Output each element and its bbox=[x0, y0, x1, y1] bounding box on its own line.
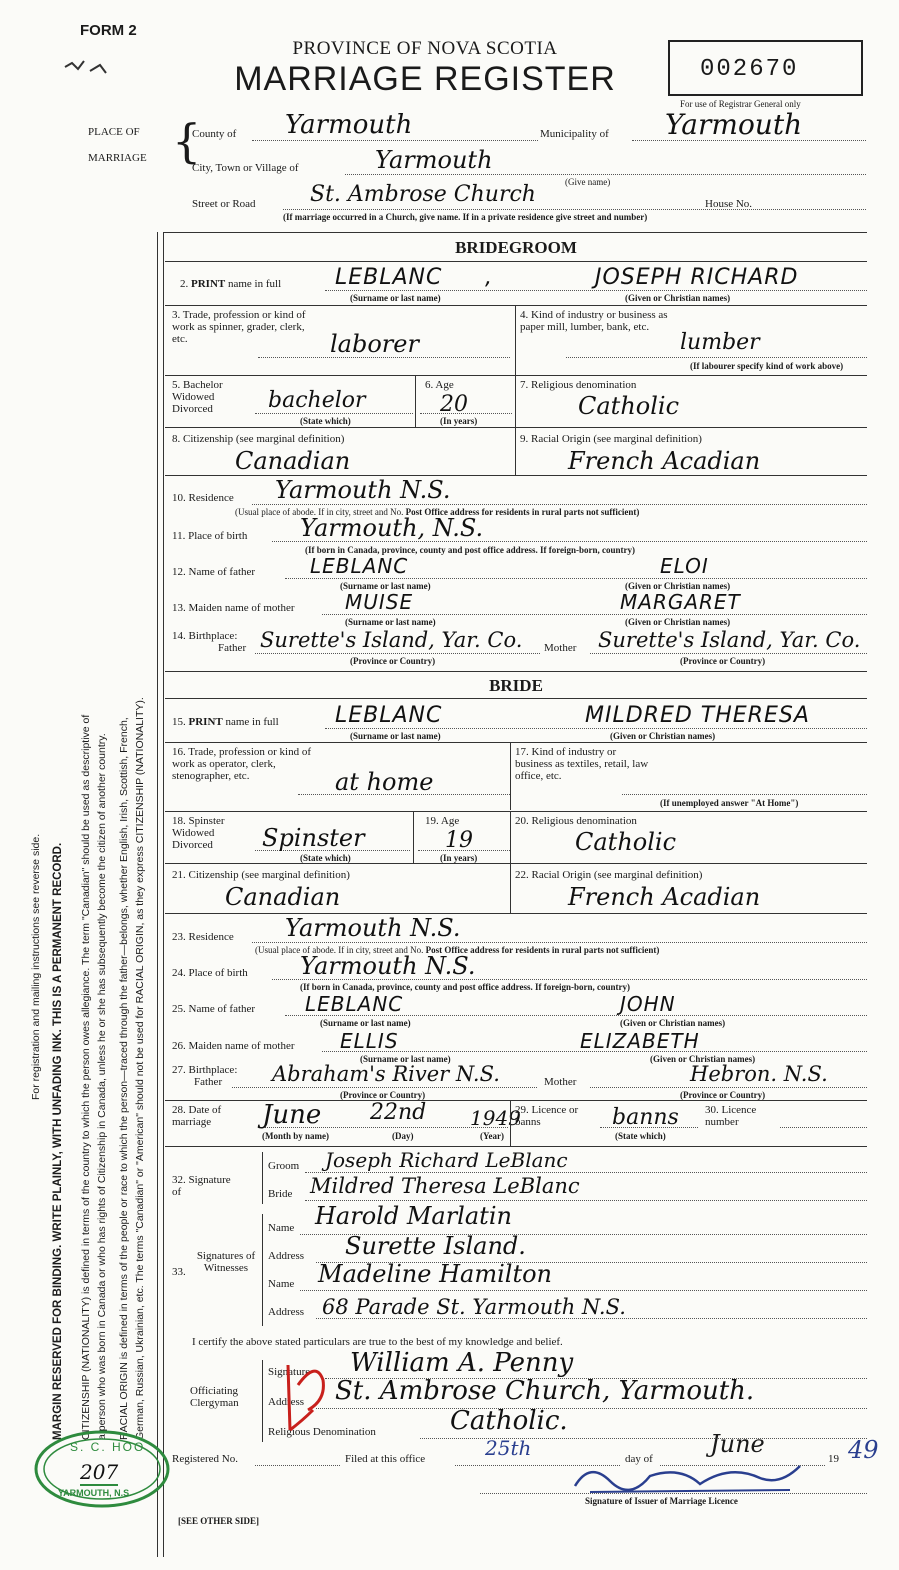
register-number-box bbox=[668, 40, 863, 96]
clergy-address-label: Address bbox=[268, 1396, 305, 1408]
witness-bracket bbox=[262, 1214, 263, 1326]
year-prefix: 19 bbox=[828, 1453, 839, 1465]
groom-trade-label: 3. Trade, profession or kind of work as spinner, grader, clerk, etc. bbox=[172, 309, 306, 345]
registrar-note: For use of Registrar General only bbox=[680, 99, 801, 109]
bride-mother-bp-line bbox=[590, 1087, 867, 1088]
certify-text: I certify the above stated particulars are true to the best of my knowledge and belief. bbox=[192, 1336, 563, 1348]
groom-mother-given: MARGARET bbox=[620, 590, 741, 614]
bride-father-province-note: (Province or Country) bbox=[340, 1090, 426, 1100]
sig-label: 32. Signature of bbox=[172, 1174, 231, 1198]
witness2-name: Madeline Hamilton bbox=[318, 1260, 552, 1288]
groom-residence-note: (Usual place of abode. If in city, street and No. Post Office address for residents in rural parts not sufficient) bbox=[235, 507, 640, 517]
margin-note-2: MARGIN RESERVED FOR BINDING. WRITE PLAINLY, WITH UNFADING INK. THIS IS A PERMANENT RECORD. bbox=[52, 842, 64, 1440]
groom-birthplace-note: (If born in Canada, province, county and post office address. If foreign-born, country) bbox=[305, 545, 636, 555]
county-label: County of bbox=[192, 128, 237, 140]
rule bbox=[165, 671, 867, 672]
groom-mother-line bbox=[322, 614, 867, 615]
bride-father-bp-line bbox=[232, 1087, 537, 1088]
bride-sig-line bbox=[305, 1200, 867, 1201]
groom-status-note: (State which) bbox=[300, 416, 351, 426]
bride-trade-value: at home bbox=[335, 768, 434, 796]
county-value: Yarmouth bbox=[285, 110, 413, 140]
rule bbox=[165, 863, 867, 864]
groom-name-label: 2. PRINT name in full bbox=[180, 278, 282, 290]
groom-surname: LEBLANC bbox=[335, 265, 443, 290]
groom-given-note: (Given or Christian names) bbox=[625, 293, 731, 303]
bride-age-label: 19. Age bbox=[425, 815, 460, 827]
red-initials bbox=[268, 1350, 338, 1440]
registered-label: Registered No. bbox=[172, 1453, 238, 1465]
day-of-label: day of bbox=[625, 1453, 653, 1465]
issuer-note: Signature of Issuer of Marriage Licence bbox=[585, 1496, 738, 1506]
bride-racial-label: 22. Racial Origin (see marginal definition) bbox=[515, 869, 703, 881]
rule bbox=[165, 698, 867, 699]
margin-note-3: CITIZENSHIP (NATIONALITY) is defined in terms of the country to which the person owes allegiance. The term "Canadian" should be used as descriptive of bbox=[80, 714, 92, 1440]
rule bbox=[165, 475, 867, 476]
bride-citizenship-label: 21. Citizenship (see marginal definition) bbox=[172, 869, 350, 881]
marriage-day: 22nd bbox=[370, 1100, 427, 1125]
groom-status-value: bachelor bbox=[268, 388, 366, 413]
year-note: (Year) bbox=[480, 1131, 504, 1141]
groom-racial-label: 9. Racial Origin (see marginal definition) bbox=[520, 433, 702, 445]
groom-father-surname: LEBLANC bbox=[310, 554, 409, 578]
rule bbox=[510, 811, 511, 863]
margin-note-5: RACIAL ORIGIN is defined in terms of the people or race to which the person—traced through the father—belongs, whether English, Irish, Scottish, French, bbox=[118, 717, 130, 1440]
groom-mother-bp-label: Mother bbox=[544, 642, 577, 654]
officiating-label: Officiating Clergyman bbox=[190, 1385, 239, 1409]
stamp-top-text: S. C. HOO bbox=[70, 1440, 146, 1454]
rule bbox=[165, 811, 867, 812]
rule bbox=[165, 913, 867, 914]
groom-religion-value: Catholic bbox=[578, 392, 680, 420]
bride-surname-note: (Surname or last name) bbox=[350, 731, 441, 741]
witness1-name: Harold Marlatin bbox=[315, 1202, 512, 1230]
bride-age-value: 19 bbox=[445, 828, 473, 853]
licence-value: banns bbox=[612, 1105, 679, 1130]
bride-status-value: Spinster bbox=[262, 824, 365, 852]
bride-surname: LEBLANC bbox=[335, 703, 443, 728]
groom-industry-label: 4. Kind of industry or business as paper mill, lumber, bank, etc. bbox=[520, 309, 668, 333]
municipality-value: Yarmouth bbox=[665, 108, 803, 141]
groom-sig-label: Groom bbox=[268, 1160, 300, 1172]
licence-number-line bbox=[780, 1127, 867, 1128]
bride-name-label: 15. PRINT name in full bbox=[172, 716, 279, 728]
groom-mother-surname-note: (Surname or last name) bbox=[345, 617, 436, 627]
bride-residence-value: Yarmouth N.S. bbox=[285, 914, 461, 942]
street-line bbox=[283, 209, 866, 210]
groom-age-label: 6. Age bbox=[425, 379, 454, 391]
groom-surname-note: (Surname or last name) bbox=[350, 293, 441, 303]
place-label: PLACE OF MARRIAGE bbox=[88, 126, 147, 164]
groom-sig-line bbox=[305, 1172, 867, 1173]
city-note: (Give name) bbox=[565, 177, 611, 187]
witness1-address: Surette Island. bbox=[345, 1232, 526, 1260]
groom-given: JOSEPH RICHARD bbox=[595, 265, 799, 290]
clergy-signature: William A. Penny bbox=[350, 1348, 574, 1378]
place-brace: { bbox=[172, 114, 202, 168]
street-label: Street or Road bbox=[192, 198, 256, 210]
groom-birthplace-label: 11. Place of birth bbox=[172, 530, 248, 542]
bride-age-note: (In years) bbox=[440, 853, 478, 863]
bride-given: MILDRED THERESA bbox=[585, 703, 810, 728]
house-label: House No. bbox=[705, 198, 753, 210]
sig-bracket bbox=[262, 1152, 263, 1204]
bride-religion-value: Catholic bbox=[575, 828, 677, 856]
city-value: Yarmouth bbox=[375, 146, 493, 174]
groom-father-surname-note: (Surname or last name) bbox=[340, 581, 431, 591]
margin-note-4: a person who was born in Canada or who has rights of Citizenship in Canada, unless he or she has subsequently become the citizen of another country. bbox=[96, 733, 108, 1440]
bride-industry-note: (If unemployed answer "At Home") bbox=[660, 798, 799, 808]
form-label: FORM 2 bbox=[80, 22, 137, 39]
bride-mother-label: 26. Maiden name of mother bbox=[172, 1040, 295, 1052]
groom-residence-line bbox=[252, 504, 867, 505]
filed-day: 25th bbox=[485, 1436, 532, 1460]
witness-label: Signatures of Witnesses bbox=[196, 1250, 256, 1274]
street-value: St. Ambrose Church bbox=[310, 182, 536, 207]
bride-father-birthplace: Abraham's River N.S. bbox=[272, 1062, 500, 1086]
w2-name-line bbox=[300, 1290, 867, 1291]
groom-father-given-note: (Given or Christian names) bbox=[625, 581, 731, 591]
province-heading: PROVINCE OF NOVA SCOTIA bbox=[292, 38, 558, 59]
w1-name-label: Name bbox=[268, 1222, 295, 1234]
bride-father-given-note: (Given or Christian names) bbox=[620, 1018, 726, 1028]
licence-number-label: 30. Licence number bbox=[705, 1104, 757, 1128]
groom-mother-surname: MUISE bbox=[345, 590, 414, 614]
margin-note-1: For registration and mailing instructions see reverse side. bbox=[30, 833, 42, 1100]
bride-mother-birthplace: Hebron. N.S. bbox=[690, 1062, 828, 1086]
form-title: MARRIAGE REGISTER bbox=[234, 60, 616, 98]
bride-mother-given: ELIZABETH bbox=[580, 1029, 700, 1053]
groom-mother-bp-line bbox=[590, 653, 867, 654]
bride-industry-label: 17. Kind of industry or business as textiles, retail, law office, etc. bbox=[515, 746, 649, 782]
bride-heading: BRIDE bbox=[489, 676, 543, 695]
city-line bbox=[345, 174, 866, 175]
city-label: City, Town or Village of bbox=[192, 162, 299, 174]
bride-birthplaces-label: 27. Birthplace: bbox=[172, 1064, 238, 1076]
bride-father-surname: LEBLANC bbox=[305, 992, 404, 1016]
groom-father-bp-line bbox=[255, 653, 540, 654]
groom-citizenship-label: 8. Citizenship (see marginal definition) bbox=[172, 433, 345, 445]
witness-num: 33. bbox=[172, 1266, 186, 1278]
bride-mother-province-note: (Province or Country) bbox=[680, 1090, 766, 1100]
groom-heading: BRIDEGROOM bbox=[455, 238, 577, 257]
rule bbox=[515, 427, 516, 475]
groom-name-line bbox=[325, 290, 867, 291]
groom-trade-value: laborer bbox=[330, 330, 419, 358]
groom-residence-label: 10. Residence bbox=[172, 492, 234, 504]
bride-status-note: (State which) bbox=[300, 853, 351, 863]
witness2-address: 68 Parade St. Yarmouth N.S. bbox=[322, 1295, 626, 1319]
groom-father-given: ELOI bbox=[660, 554, 709, 578]
rule bbox=[413, 811, 414, 863]
registered-line bbox=[255, 1465, 340, 1466]
groom-status-label: 5. Bachelor Widowed Divorced bbox=[172, 379, 223, 415]
groom-comma: , bbox=[485, 265, 493, 290]
month-note: (Month by name) bbox=[262, 1131, 329, 1141]
bride-mother-surname-note: (Surname or last name) bbox=[360, 1054, 451, 1064]
bride-sig-label: Bride bbox=[268, 1188, 293, 1200]
margin-rule-inner bbox=[163, 232, 164, 1557]
stamp-bottom-text: YARMOUTH, N.S. bbox=[58, 1488, 132, 1498]
groom-citizenship-value: Canadian bbox=[235, 447, 351, 475]
groom-industry-value: lumber bbox=[680, 330, 760, 355]
rule bbox=[515, 375, 516, 427]
register-number: 002670 bbox=[700, 56, 799, 83]
groom-status-line bbox=[255, 413, 413, 414]
w1-address-label: Address bbox=[268, 1250, 305, 1262]
rule bbox=[510, 863, 511, 913]
groom-industry-line bbox=[566, 357, 867, 358]
bride-citizenship-value: Canadian bbox=[225, 883, 341, 911]
rule bbox=[165, 261, 867, 262]
groom-mother-province-note: (Province or Country) bbox=[680, 656, 766, 666]
groom-age-value: 20 bbox=[440, 392, 468, 417]
filed-year: 49 bbox=[848, 1436, 879, 1464]
groom-father-line bbox=[285, 578, 867, 579]
filed-month: June bbox=[710, 1430, 765, 1458]
street-note: (If marriage occurred in a Church, give name. If in a private residence give street and number) bbox=[283, 212, 648, 222]
day-note: (Day) bbox=[392, 1131, 414, 1141]
rule bbox=[515, 305, 516, 375]
bride-birthplace-label: 24. Place of birth bbox=[172, 967, 248, 979]
bride-status-label: 18. Spinster Widowed Divorced bbox=[172, 815, 225, 851]
bride-father-given: JOHN bbox=[620, 992, 676, 1016]
marriage-month: June bbox=[262, 1100, 322, 1130]
licence-label: 29. Licence or banns bbox=[515, 1104, 579, 1128]
bride-birthplace-note: (If born in Canada, province, county and post office address. If foreign-born, country) bbox=[300, 982, 631, 992]
marriage-year: 1949 bbox=[470, 1106, 521, 1130]
groom-father-bp-label: Father bbox=[218, 642, 247, 654]
groom-father-birthplace: Surette's Island, Yar. Co. bbox=[260, 628, 523, 652]
bride-father-surname-note: (Surname or last name) bbox=[320, 1018, 411, 1028]
bride-father-label: 25. Name of father bbox=[172, 1003, 256, 1015]
bride-mother-given-note: (Given or Christian names) bbox=[650, 1054, 756, 1064]
groom-birthplaces-label: 14. Birthplace: bbox=[172, 630, 238, 642]
stamp-number: 207 bbox=[80, 1460, 119, 1484]
rule bbox=[165, 1146, 867, 1147]
bride-residence-label: 23. Residence bbox=[172, 931, 234, 943]
groom-racial-value: French Acadian bbox=[568, 447, 761, 475]
clergy-sig-label: Signature bbox=[268, 1366, 311, 1378]
bride-religion-label: 20. Religious denomination bbox=[515, 815, 637, 827]
date-label: 28. Date of marriage bbox=[172, 1104, 222, 1128]
groom-mother-birthplace: Surette's Island, Yar. Co. bbox=[598, 628, 861, 652]
licence-note: (State which) bbox=[615, 1131, 666, 1141]
see-other-side: [SEE OTHER SIDE] bbox=[178, 1516, 260, 1526]
w2-name-label: Name bbox=[268, 1278, 295, 1290]
rule bbox=[163, 232, 867, 233]
denomination-value: Catholic. bbox=[450, 1406, 568, 1436]
rule bbox=[165, 427, 867, 428]
rule bbox=[165, 305, 867, 306]
groom-birthplace-value: Yarmouth, N.S. bbox=[300, 514, 484, 542]
groom-residence-value: Yarmouth N.S. bbox=[275, 476, 451, 504]
rule bbox=[415, 375, 416, 427]
clergy-address-line bbox=[316, 1408, 867, 1409]
groom-industry-note: (If labourer specify kind of work above) bbox=[690, 361, 844, 371]
bride-signature: Mildred Theresa LeBlanc bbox=[310, 1174, 580, 1198]
denomination-label: Religious Denomination bbox=[268, 1426, 376, 1438]
groom-father-label: 12. Name of father bbox=[172, 566, 256, 578]
bride-residence-note: (Usual place of abode. If in city, street and No. Post Office address for residents in rural parts not sufficient) bbox=[255, 945, 660, 955]
clergy-bracket bbox=[262, 1360, 263, 1442]
bride-name-line bbox=[325, 728, 867, 729]
rule bbox=[510, 1100, 511, 1146]
groom-father-province-note: (Province or Country) bbox=[350, 656, 436, 666]
margin-note-6: German, Russian, Ukrainian, etc. The terms "Canadian" or "American" should not be used for RACIAL ORIGIN, as they express CITIZENSHIP (NATIONALITY). bbox=[134, 697, 146, 1440]
groom-age-note: (In years) bbox=[440, 416, 478, 426]
groom-religion-label: 7. Religious denomination bbox=[520, 379, 637, 391]
clergy-address: St. Ambrose Church, Yarmouth. bbox=[335, 1376, 755, 1406]
rule bbox=[165, 375, 867, 376]
bride-father-bp-label: Father bbox=[194, 1076, 223, 1088]
w2-address-label: Address bbox=[268, 1306, 305, 1318]
county-line bbox=[252, 140, 538, 141]
bride-racial-value: French Acadian bbox=[568, 883, 761, 911]
rule bbox=[510, 742, 511, 810]
groom-mother-given-note: (Given or Christian names) bbox=[625, 617, 731, 627]
bride-given-note: (Given or Christian names) bbox=[610, 731, 716, 741]
registrar-stamp bbox=[32, 1428, 172, 1510]
filed-label: Filed at this office bbox=[345, 1453, 426, 1465]
bride-residence-line bbox=[252, 942, 867, 943]
groom-signature: Joseph Richard LeBlanc bbox=[325, 1148, 568, 1172]
smudge bbox=[60, 55, 110, 77]
bride-industry-line bbox=[622, 794, 867, 795]
rule bbox=[165, 742, 867, 743]
municipality-label: Municipality of bbox=[540, 128, 609, 140]
bride-birthplace-value: Yarmouth N.S. bbox=[300, 952, 476, 980]
margin-rule-outer bbox=[157, 232, 158, 1557]
bride-mother-bp-label: Mother bbox=[544, 1076, 577, 1088]
groom-mother-label: 13. Maiden name of mother bbox=[172, 602, 295, 614]
bride-trade-label: 16. Trade, profession or kind of work as operator, clerk, stenographer, etc. bbox=[172, 746, 312, 782]
bride-mother-surname: ELLIS bbox=[340, 1029, 399, 1053]
